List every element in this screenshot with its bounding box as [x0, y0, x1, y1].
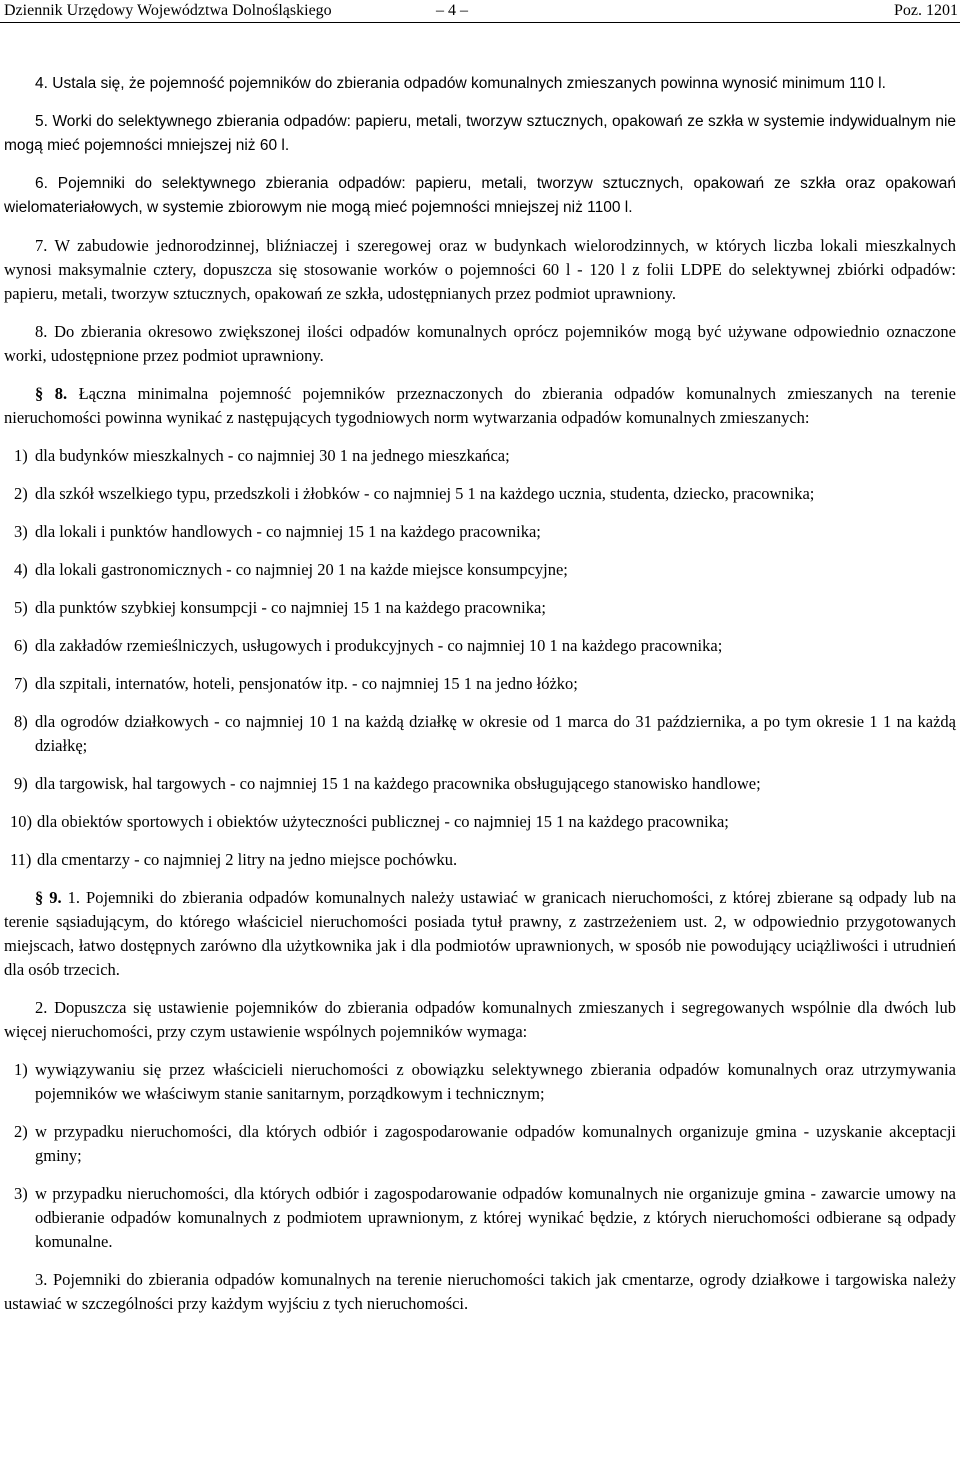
paragraph-text: Pojemniki do selektywnego zbierania odpadów: papieru, metali, tworzyw sztucznych, opakowań ze szkła oraz opakowań wielomateriałowych, w systemie zbiorowym nie mogą mieć pojemności mniejszej niż 1100 l. [4, 175, 956, 216]
list-item [4, 596, 956, 620]
list-item [4, 710, 956, 758]
list-item-number: 6) [14, 636, 28, 655]
section-8-intro [4, 382, 956, 430]
paragraph-6 [4, 172, 956, 220]
list-item-number: 9) [14, 774, 28, 793]
list-item [4, 444, 956, 468]
paragraph-4 [4, 72, 956, 96]
list-item-text: dla punktów szybkiej konsumpcji - co najmniej 15 1 na każdego pracownika; [35, 598, 546, 617]
paragraph-number: 6. [35, 175, 48, 192]
list-item-text: dla szkół wszelkiego typu, przedszkoli i żłobków - co najmniej 5 1 na każdego ucznia, studenta, dziecko, pracownika; [35, 484, 815, 503]
list-item [4, 1120, 956, 1168]
document-body [4, 72, 956, 1316]
list-item [4, 848, 956, 872]
list-item-number: 7) [14, 674, 28, 693]
list-item-text: dla targowisk, hal targowych - co najmniej 15 1 na każdego pracownika obsługującego stanowisko handlowe; [35, 774, 761, 793]
list-item-number: 4) [14, 560, 28, 579]
list-item-number: 3) [14, 522, 28, 541]
paragraph-5 [4, 110, 956, 158]
list-item [4, 1058, 956, 1106]
list-item [4, 520, 956, 544]
list-item-text: w przypadku nieruchomości, dla których odbiór i zagospodarowanie odpadów komunalnych organizuje gmina - uzyskanie akceptacji gminy; [35, 1122, 956, 1165]
section-9-list [4, 1058, 956, 1254]
paragraph-text: Do zbierania okresowo zwiększonej ilości odpadów komunalnych oprócz pojemników mogą być używane odpowiednio oznaczone worki, udostępnione przez podmiot uprawniony. [4, 322, 957, 365]
paragraph-number: 4. [35, 75, 48, 92]
journal-title: Dziennik Urzędowy Województwa Dolnośląskiego [4, 2, 332, 19]
paragraph-number: 1. [67, 888, 81, 907]
list-item [4, 810, 956, 834]
section-number: § 8. [35, 384, 68, 403]
section-9-paragraph-3 [4, 1268, 956, 1316]
list-item-text: dla cmentarzy - co najmniej 2 litry na jedno miejsce pochówku. [37, 850, 458, 869]
list-item [4, 672, 956, 696]
paragraph-8 [4, 320, 956, 368]
list-item-number: 8) [14, 712, 28, 731]
paragraph-text: Pojemniki do zbierania odpadów komunalnych na terenie nieruchomości takich jak cmentarze, ogrody działkowe i targowiska należy ustawiać w szczególności przy każdym wyjściu z tych nieruchomości. [4, 1270, 956, 1313]
list-item-text: w przypadku nieruchomości, dla których odbiór i zagospodarowanie odpadów komunalnych nie organizuje gmina - zawarcie umowy na odbieranie odpadów komunalnych z podmiotem uprawnionym, z której wynikać będzie, z których nieruchomości odbierane są odpady komunalne. [35, 1184, 956, 1251]
paragraph-text: W zabudowie jednorodzinnej, bliźniaczej i szeregowej oraz w budynkach wielorodzinnych, w których liczba lokali mieszkalnych wynosi maksymalnie cztery, dopuszcza się stosowanie worków o pojemności 60 l - 120 l z folii LDPE do selektywnej zbiórki odpadów: papieru, metali, tworzyw sztucznych, opakowań ze szkła, udostępnianych przez podmiot uprawniony. [4, 236, 956, 303]
list-item [4, 558, 956, 582]
list-item-text: wywiązywaniu się przez właścicieli nieruchomości z obowiązku selektywnego zbierania odpadów komunalnych oraz utrzymywania pojemników we właściwym stanie sanitarnym, porządkowym i technicznym; [35, 1060, 956, 1103]
list-item-number: 5) [14, 598, 28, 617]
paragraph-text: Pojemniki do zbierania odpadów komunalnych należy ustawiać w granicach nieruchomości, z której zbierane są odpady lub na terenie sąsiadującym, do którego właściciel nieruchomości posiada tytuł prawny, z zastrzeżeniem ust. 2, w odpowiednio przygotowanych miejscach, łatwo dostępnych zarówno dla użytkownika jak i dla podmiotów uprawnionych, w sposób nie powodujący uciążliwości i utrudnień dla osób trzecich. [4, 888, 957, 979]
list-item-text: dla zakładów rzemieślniczych, usługowych i produkcyjnych - co najmniej 10 1 na każdego pracownika; [35, 636, 723, 655]
paragraph-text: Dopuszcza się ustawienie pojemników do zbierania odpadów komunalnych zmieszanych i segregowanych wspólnie dla dwóch lub więcej nieruchomości, przy czym ustawienie wspólnych pojemników wymaga: [4, 998, 956, 1041]
section-number: § 9. [35, 888, 62, 907]
list-item-text: dla budynków mieszkalnych - co najmniej 30 1 na jednego mieszkańca; [35, 446, 510, 465]
list-item-text: dla szpitali, internatów, hoteli, pensjonatów itp. - co najmniej 15 1 na jedno łóżko; [35, 674, 578, 693]
section-9-paragraph-2 [4, 996, 956, 1044]
paragraph-number: 7. [35, 236, 48, 255]
list-item-number: 2) [14, 484, 28, 503]
list-item-text: dla lokali i punktów handlowych - co najmniej 15 1 na każdego pracownika; [35, 522, 541, 541]
section-8-list [4, 444, 956, 872]
paragraph-text: Ustala się, że pojemność pojemników do zbierania odpadów komunalnych zmieszanych powinna wynosić minimum 110 l. [52, 75, 886, 92]
section-text: Łączna minimalna pojemność pojemników przeznaczonych do zbierania odpadów komunalnych zmieszanych na terenie nieruchomości powinna wynikać z następujących tygodniowych norm wytwarzania odpadów komunalnych zmieszanych: [4, 384, 957, 427]
list-item-text: dla lokali gastronomicznych - co najmniej 20 1 na każde miejsce konsumpcyjne; [35, 560, 568, 579]
page-header [0, 0, 960, 23]
list-item-number: 3) [14, 1184, 28, 1203]
list-item-number: 2) [14, 1122, 28, 1141]
paragraph-number: 5. [35, 113, 48, 130]
list-item-number: 1) [14, 1060, 28, 1079]
paragraph-number: 3. [35, 1270, 48, 1289]
page-number: – 4 – [436, 2, 468, 19]
list-item [4, 634, 956, 658]
list-item-number: 1) [14, 446, 28, 465]
paragraph-7 [4, 234, 956, 306]
list-item-text: dla obiektów sportowych i obiektów użyteczności publicznej - co najmniej 15 1 na każdego pracownika; [37, 812, 729, 831]
list-item [4, 482, 956, 506]
section-9-paragraph-1 [4, 886, 956, 982]
position-number: Poz. 1201 [894, 2, 958, 19]
list-item-number: 10) [10, 812, 32, 831]
list-item-text: dla ogrodów działkowych - co najmniej 10 1 na każdą działkę w okresie od 1 marca do 31 października, a po tym okresie 1 1 na każdą działkę; [35, 712, 956, 755]
paragraph-number: 2. [35, 998, 48, 1017]
paragraph-number: 8. [35, 322, 48, 341]
paragraph-text: Worki do selektywnego zbierania odpadów: papieru, metali, tworzyw sztucznych, opakowań ze szkła w systemie indywidualnym nie mogą mieć pojemności mniejszej niż 60 l. [4, 113, 957, 154]
list-item [4, 772, 956, 796]
list-item [4, 1182, 956, 1254]
list-item-number: 11) [10, 850, 32, 869]
